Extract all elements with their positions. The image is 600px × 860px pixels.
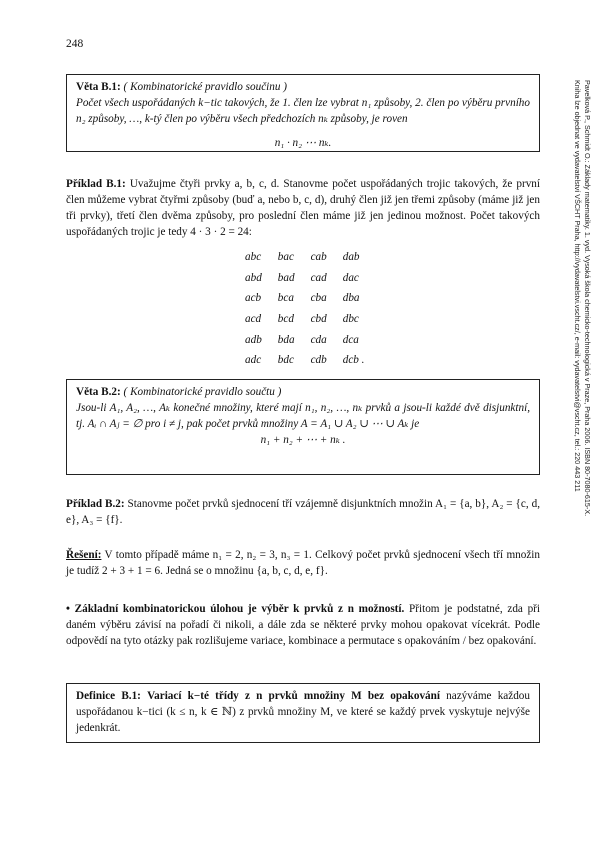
triples-row bbox=[237, 329, 372, 350]
example-b2-title: Příklad B.2: bbox=[66, 498, 125, 510]
triple-cell: bac bbox=[277, 251, 294, 264]
example-b1-text: Uvažujme čtyři prvky a, b, c, d. Stanovme počet uspořádaných trojic takových, že první člen můžeme vybrat čtyřmi způsoby (buď a, nebo b, c, d), druhý člen již jen třemi způsoby (máme již jen tři prvky), třetí člen dvěma způsoby, pro poslední člen máme již jen jedinou možnost. Počet takových uspořádaných trojic je tedy 4 · 3 · 2 = 24: bbox=[66, 178, 540, 238]
triple-cell: cdb bbox=[310, 354, 327, 367]
triples-row bbox=[237, 350, 372, 371]
triple-cell: acd bbox=[245, 313, 262, 326]
triple-cell: cab bbox=[310, 251, 327, 264]
theorem-b2-subtitle: ( Kombinatorické pravidlo součtu ) bbox=[123, 386, 282, 398]
solution bbox=[66, 547, 540, 579]
page-number: 248 bbox=[66, 38, 84, 50]
theorem-b1-text: Počet všech uspořádaných k−tic takových, že 1. člen lze vybrat n₁ způsoby, 2. člen po výběru prvního n₂ způsoby, …, k-tý člen po výběru všech předchozích nₖ způsoby, je roven bbox=[76, 97, 530, 125]
triple-cell: bad bbox=[277, 271, 295, 284]
bullet-text: Přitom je podstatné, zda při daném výběru závisí na pořadí či nikoli, a dále zda se některé prvky mohou opakovat vícekrát. Podle odpovědí na tyto otázky pak rozlišujeme variace, kombinace a permutace s opakováním / bez opakování. bbox=[66, 603, 541, 647]
triple-cell: cad bbox=[310, 271, 327, 284]
theorem-b2-text: Jsou-li A₁, A₂, …, Aₖ konečné množiny, které mají n₁, n₂, …, nₖ prvků a jsou-li každé dvě disjunktní, tj. Aᵢ ∩ Aⱼ = ∅ pro i ≠ j, pak počet prvků množiny A = A₁ ∪ A₂ ∪ ⋯ ∪ Aₖ je bbox=[76, 402, 530, 430]
triple-cell: dab bbox=[342, 251, 360, 264]
bullet-paragraph bbox=[66, 601, 540, 649]
example-b2 bbox=[66, 496, 540, 528]
theorem-b2-title: Věta B.2: bbox=[76, 386, 121, 398]
triples-row bbox=[237, 268, 372, 289]
example-b1-title: Příklad B.1: bbox=[66, 178, 126, 190]
triple-cell: adc bbox=[245, 354, 262, 367]
triple-cell: cbd bbox=[310, 313, 327, 326]
triple-cell: dcb . bbox=[342, 354, 365, 367]
side-note bbox=[562, 80, 592, 860]
side-note-line-1: Pavelková P., Schmidt O.: Základy matematiky. 1. vyd. Vysoká škola chemicko-technologická v Praze, Praha 2006. ISBN 80-7080-615-X. bbox=[583, 80, 592, 517]
theorem-b1-box bbox=[66, 74, 540, 152]
definition-b1-bold: Variací k−té třídy z n prvků množiny M bez opakování bbox=[147, 690, 440, 702]
triple-cell: dbc bbox=[342, 313, 359, 326]
triple-cell: bca bbox=[277, 292, 294, 305]
triple-cell: acb bbox=[245, 292, 262, 305]
triple-cell: cda bbox=[310, 333, 327, 346]
triple-cell: dba bbox=[342, 292, 360, 305]
bullet-symbol: • bbox=[66, 603, 70, 615]
triple-cell: abd bbox=[245, 271, 262, 284]
solution-title: Řešení: bbox=[66, 549, 102, 561]
triples-row bbox=[237, 309, 372, 330]
theorem-b1-formula: n₁ · n₂ ⋯ nₖ. bbox=[274, 137, 332, 149]
triple-cell: bdc bbox=[277, 354, 294, 367]
side-note-line-2: Kniha lze objednat ve vydavatelství VŠCHT Praha, http://vydavatelstvi.vscht.cz/, e-mail: vydavatelstvi@vscht.cz, tel.: 220 443 211 bbox=[573, 80, 582, 492]
example-b2-text: Stanovme počet prvků sjednocení tří vzájemně disjunktních množin A₁ = {a, b}, A₂ = {c, d, e}, A₃ = {f}. bbox=[66, 498, 540, 526]
bullet-bold-text: Základní kombinatorickou úlohou je výběr k prvků z n možností. bbox=[74, 603, 405, 615]
theorem-b1-subtitle: ( Kombinatorické pravidlo součinu ) bbox=[123, 81, 287, 93]
triple-cell: abc bbox=[245, 251, 262, 264]
triple-cell: cba bbox=[310, 292, 327, 305]
definition-b1-box bbox=[66, 683, 540, 743]
triple-cell: adb bbox=[245, 333, 262, 346]
triple-cell: dac bbox=[342, 271, 359, 284]
triples-row bbox=[237, 288, 372, 309]
triples-row bbox=[237, 247, 372, 268]
definition-b1-title: Definice B.1: bbox=[76, 690, 141, 702]
theorem-b2-formula: n₁ + n₂ + ⋯ + nₖ . bbox=[260, 434, 346, 446]
theorem-b2-box bbox=[66, 379, 540, 475]
definition-b1-text: nazýváme každou uspořádanou k−tici (k ≤ n, k ∈ ℕ) z prvků množiny M, ve které se každý prvek vyskytuje nejvýše jedenkrát. bbox=[76, 690, 530, 734]
example-b1 bbox=[66, 176, 540, 240]
triple-cell: bda bbox=[277, 333, 295, 346]
theorem-b1-title: Věta B.1: bbox=[76, 81, 121, 93]
triple-cell: bcd bbox=[277, 313, 294, 326]
solution-text: V tomto případě máme n₁ = 2, n₂ = 3, n₃ = 1. Celkový počet prvků sjednocení všech tří množin je tudíž 2 + 3 + 1 = 6. Jedná se o množinu {a, b, c, d, e, f}. bbox=[66, 549, 540, 577]
triples-table bbox=[237, 247, 372, 371]
triple-cell: dca bbox=[342, 333, 359, 346]
